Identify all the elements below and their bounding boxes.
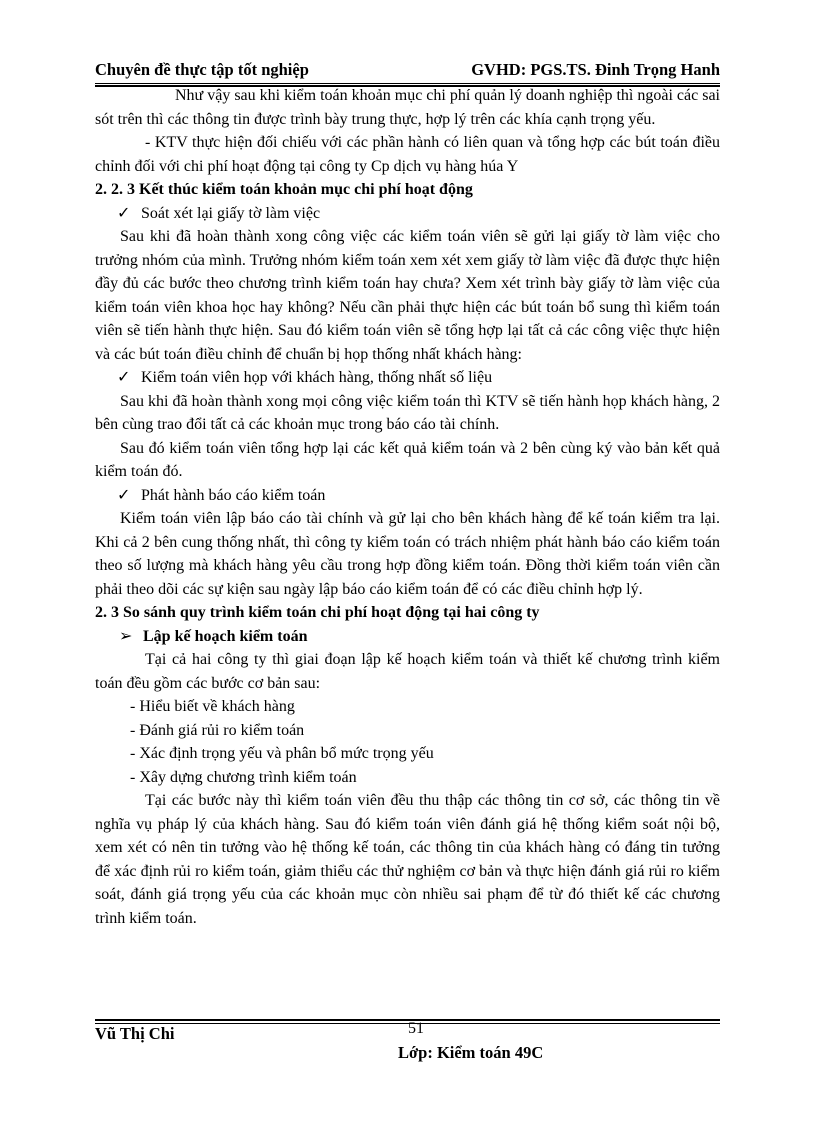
dash-list-item: - Hiểu biết về khách hàng (130, 698, 295, 715)
section-heading: 2. 3 So sánh quy trình kiểm toán chi phí hoạt động tại hai công ty (95, 604, 540, 621)
paragraph: Tại các bước này thì kiểm toán viên đều thu thập các thông tin cơ sở, các thông tin về nghĩa vụ pháp lý của khách hàng. Sau đó kiểm toán viên đánh giá hệ thống kiểm soát nội bộ, xem xét có nên tin tưởng vào hệ thống kế toán, các thông tin của khách hàng có đáng tin tưởng để xác định rủi ro kiểm toán, giảm thiểu các thử nghiệm cơ bản và thực hiện đánh giá rủi ro kiểm soát, đánh giá trọng yếu của các khoản mục còn nhiều sai phạm để từ đó thiết kế các chương trình kiểm toán. (95, 792, 720, 927)
paragraph: Kiểm toán viên lập báo cáo tài chính và gử lại cho bên khách hàng để kế toán kiểm tra lại. Khi cả 2 bên cung thống nhất, thì công ty kiểm toán có trách nhiệm phát hành báo cáo kiểm toán theo số lượng mà khách hàng yêu cầu trong hợp đồng kiểm toán. Đồng thời kiểm toán viên cần phải theo dõi các sự kiện sau ngày lập báo cáo kiểm toán để có các điều chỉnh hợp lý. (95, 510, 720, 598)
footer-author: Vũ Thị Chi (95, 1024, 175, 1043)
section-heading: 2. 2. 3 Kết thúc kiểm toán khoản mục chi phí hoạt động (95, 181, 473, 198)
dash-list-item: - Xác định trọng yếu và phân bổ mức trọng yếu (130, 745, 434, 762)
paragraph: Sau khi đã hoàn thành xong công việc các kiểm toán viên sẽ gửi lại giấy tờ làm việc cho trưởng nhóm của mình. Trưởng nhóm kiểm toán xem xét xem giấy tờ làm việc đã được thực hiện đầy đủ các bước theo chương trình kiểm toán hay chưa? Xem xét trình bày giấy tờ làm việc của kiểm toán viên khoa học hay không? Nếu cần phải thực hiện các bút toán bổ sung thì kiểm toán viên sẽ tiến hành thực hiện. Sau đó kiểm toán viên sẽ tổng hợp lại tất cả các công việc thực hiện và các bút toán điều chỉnh để chuẩn bị họp thống nhất khách hàng: (95, 228, 720, 363)
checklist-label: Phát hành báo cáo kiểm toán (141, 486, 326, 504)
paragraph: Sau khi đã hoàn thành xong mọi công việc kiểm toán thì KTV sẽ tiến hành họp khách hàng, 2 bên cùng trao đổi tất cả các khoản mục trong báo cáo tài chính. (95, 392, 720, 433)
header-title: Chuyên đề thực tập tốt nghiệp (95, 60, 309, 79)
dash-list-item: - Xây dựng chương trình kiểm toán (130, 768, 357, 786)
checklist-item (95, 366, 720, 390)
paragraph: Tại cả hai công ty thì giai đoạn lập kế hoạch kiểm toán và thiết kế chương trình kiểm toán đều gồm các bước cơ bản sau: (95, 651, 720, 692)
paragraph: Như vậy sau khi kiểm toán khoản mục chi phí quản lý doanh nghiệp thì ngoài các sai sót trên thì các thông tin được trình bày trung thực, hợp lý trên các khía cạnh trọng yếu. (95, 87, 720, 128)
paragraph: - KTV thực hiện đối chiếu với các phần hành có liên quan và tổng hợp các bút toán điều chỉnh đối với chi phí hoạt động tại công ty Cp dịch vụ hàng húa Y (95, 134, 720, 175)
checklist-label: Soát xét lại giấy tờ làm việc (141, 204, 321, 222)
header-advisor: GVHD: PGS.TS. Đinh Trọng Hanh (471, 60, 720, 79)
check-icon: ✓ (117, 369, 131, 386)
dash-list-item: - Đánh giá rủi ro kiểm toán (130, 721, 305, 739)
paragraph: Sau đó kiểm toán viên tổng hợp lại các kết quả kiểm toán và 2 bên cùng ký vào bản kết quả kiểm toán đó. (95, 439, 720, 480)
page-body (95, 84, 720, 930)
check-icon: ✓ (117, 204, 131, 222)
checklist-item (95, 484, 720, 508)
checklist-label: Kiểm toán viên họp với khách hàng, thống nhất số liệu (141, 369, 493, 386)
check-icon: ✓ (117, 486, 131, 504)
page-header (95, 60, 720, 84)
checklist-item (95, 202, 720, 226)
arrow-bullet-icon: ➢ (119, 627, 133, 645)
page-number: 51 (408, 1020, 424, 1037)
arrow-bullet-item (95, 625, 720, 649)
arrow-bullet-label: Lập kế hoạch kiểm toán (143, 627, 308, 645)
footer-class: Lớp: Kiểm toán 49C (398, 1043, 544, 1062)
